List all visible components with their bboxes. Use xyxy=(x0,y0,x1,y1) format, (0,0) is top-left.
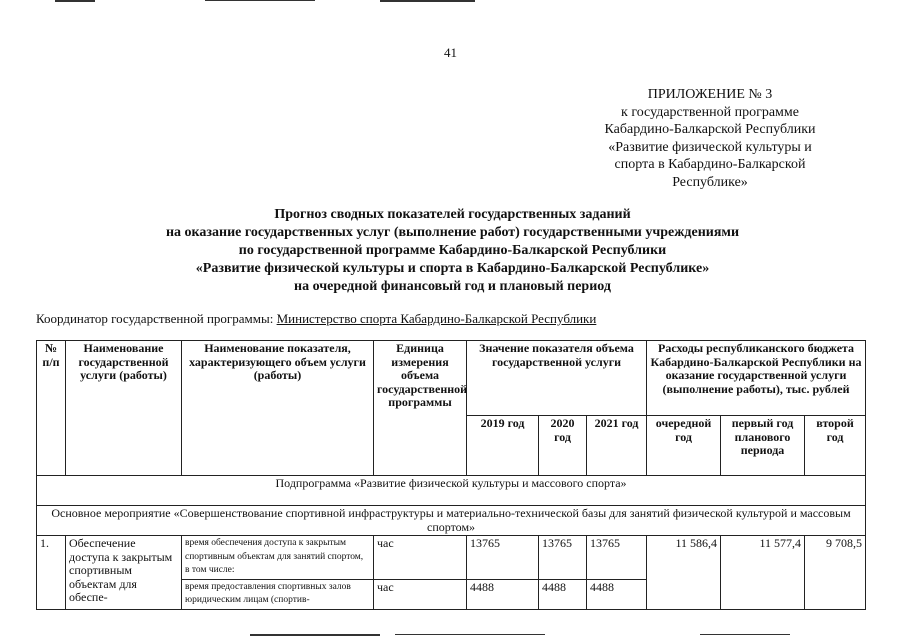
page-number: 41 xyxy=(444,45,457,60)
row-unit: час xyxy=(374,536,467,580)
appendix-line: спорта в Кабардино-Балкарской xyxy=(614,157,806,172)
title-line: на оказание государственных услуг (выполнение работ) государственными учреждениями xyxy=(165,225,740,240)
appendix-line: Кабардино-Балкарской Республики xyxy=(604,122,816,137)
header-expense-group: Расходы республиканского бюджета Кабардино-Балкарской Республики на оказание государственной услуги (выполнение работы), тыс. рублей xyxy=(647,341,866,416)
row-value-2020: 4488 xyxy=(539,579,587,609)
scan-artifact-top-1 xyxy=(55,0,95,2)
title-line: «Развитие физической культуры и спорта в Кабардино-Балкарской Республике» xyxy=(195,261,710,276)
coordinator-value: Министерство спорта Кабардино-Балкарской Республики xyxy=(276,311,597,326)
header-num: № п/п xyxy=(37,341,66,476)
appendix-block xyxy=(590,86,830,191)
row-value-2019: 13765 xyxy=(467,536,539,580)
header-value-group: Значение показателя объема государственной услуги xyxy=(467,341,647,416)
row-value-2021: 13765 xyxy=(587,536,647,580)
header-plan-2: второй год xyxy=(805,416,866,476)
appendix-line: Республике» xyxy=(672,174,748,190)
row-value-2020: 13765 xyxy=(539,536,587,580)
title-line: на очередной финансовый год и плановый период xyxy=(294,279,611,294)
title-line: по государственной программе Кабардино-Балкарской Республики xyxy=(238,243,667,258)
header-2019: 2019 год xyxy=(467,416,539,476)
title-line: Прогноз сводных показателей государственных заданий xyxy=(274,207,631,222)
row-expense-next: 11 586,4 xyxy=(647,536,721,610)
subprogram-row: Подпрограмма «Развитие физической культуры и массового спорта» xyxy=(37,476,866,506)
row-num: 1. xyxy=(37,536,66,610)
coordinator-label: Координатор государственной программы: xyxy=(36,311,274,326)
row-unit: час xyxy=(374,579,467,609)
row-value-2021: 4488 xyxy=(587,579,647,609)
header-unit: Единица измерения объема государственной программы xyxy=(374,341,467,476)
appendix-line: «Развитие физической культуры и xyxy=(608,139,812,155)
header-indicator: Наименование показателя, характеризующего объем услуги (работы) xyxy=(182,341,374,476)
appendix-line: ПРИЛОЖЕНИЕ № 3 xyxy=(647,87,773,102)
header-plan-1: первый год планового периода xyxy=(721,416,805,476)
coordinator-line xyxy=(36,311,596,327)
scan-artifact-bottom-3 xyxy=(700,634,790,635)
row-indicator: время предоставления спортивных залов юридическим лицам (спортив- xyxy=(182,579,374,609)
scan-artifact-top-2 xyxy=(205,0,315,1)
document-title xyxy=(0,206,905,296)
header-next-year: очередной год xyxy=(647,416,721,476)
header-2020: 2020 год xyxy=(539,416,587,476)
row-service: Обеспечение доступа к закрытым спортивным объектам для обеспе- xyxy=(66,536,182,610)
scan-artifact-top-3 xyxy=(380,0,475,2)
scan-artifact-bottom-1 xyxy=(250,634,380,636)
appendix-line: к государственной программе xyxy=(621,104,799,120)
main-activity-row: Основное мероприятие «Совершенствование спортивной инфраструктуры и материально-технической базы для занятий физической культурой и массовым спортом» xyxy=(37,506,866,536)
scan-artifact-bottom-2 xyxy=(395,634,545,635)
row-expense-plan-1: 11 577,4 xyxy=(721,536,805,610)
row-value-2019: 4488 xyxy=(467,579,539,609)
header-service: Наименование государственной услуги (работы) xyxy=(66,341,182,476)
header-2021: 2021 год xyxy=(587,416,647,476)
row-expense-plan-2: 9 708,5 xyxy=(805,536,866,610)
indicators-table xyxy=(36,340,866,610)
row-indicator: время обеспечения доступа к закрытым спортивным объектам для занятий спортом, в том числе: xyxy=(182,536,374,580)
